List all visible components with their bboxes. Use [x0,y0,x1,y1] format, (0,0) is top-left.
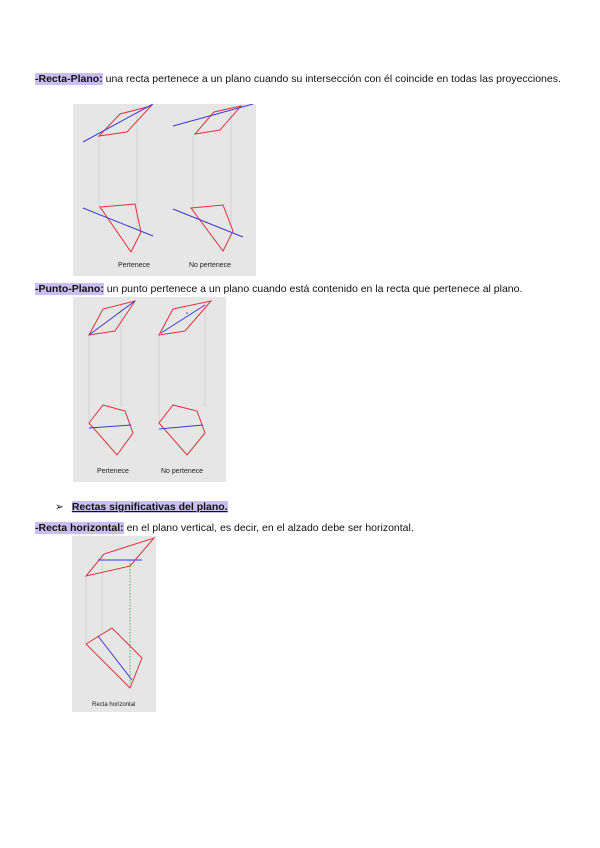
figure-punto-plano [73,297,226,482]
label-recta-plano: -Recta-Plano: [35,73,103,85]
caption-no-pertenece: No pertenece [189,262,232,269]
label-punto-plano: -Punto-Plano: [35,283,104,295]
caption-no-pertenece-2: No pertenece [161,468,204,475]
figure-recta-plano [73,104,256,276]
paragraph-recta-plano [35,72,570,86]
figure-recta-horizontal [72,536,156,712]
paragraph-punto-plano [35,282,570,296]
text-recta-horizontal: en el plano vertical, es decir, en el alzado debe ser horizontal. [123,522,414,534]
caption-pertenece: Pertenece [118,262,150,269]
paragraph-recta-horizontal [35,521,570,535]
section-heading [55,500,228,514]
bullet-arrow-icon: ➢ [55,501,64,513]
heading-title: Rectas significativas del plano. [71,501,228,513]
caption-pertenece-2: Pertenece [97,468,129,475]
label-recta-horizontal: -Recta horizontal: [35,522,124,534]
text-recta-plano: una recta pertenece a un plano cuando su intersección con él coincide en todas las proyecciones. [102,73,561,85]
caption-recta-horizontal: Recta horizontal [92,702,136,708]
text-punto-plano: un punto pertenece a un plano cuando está contenido en la recta que pertenece al plano. [103,283,523,295]
